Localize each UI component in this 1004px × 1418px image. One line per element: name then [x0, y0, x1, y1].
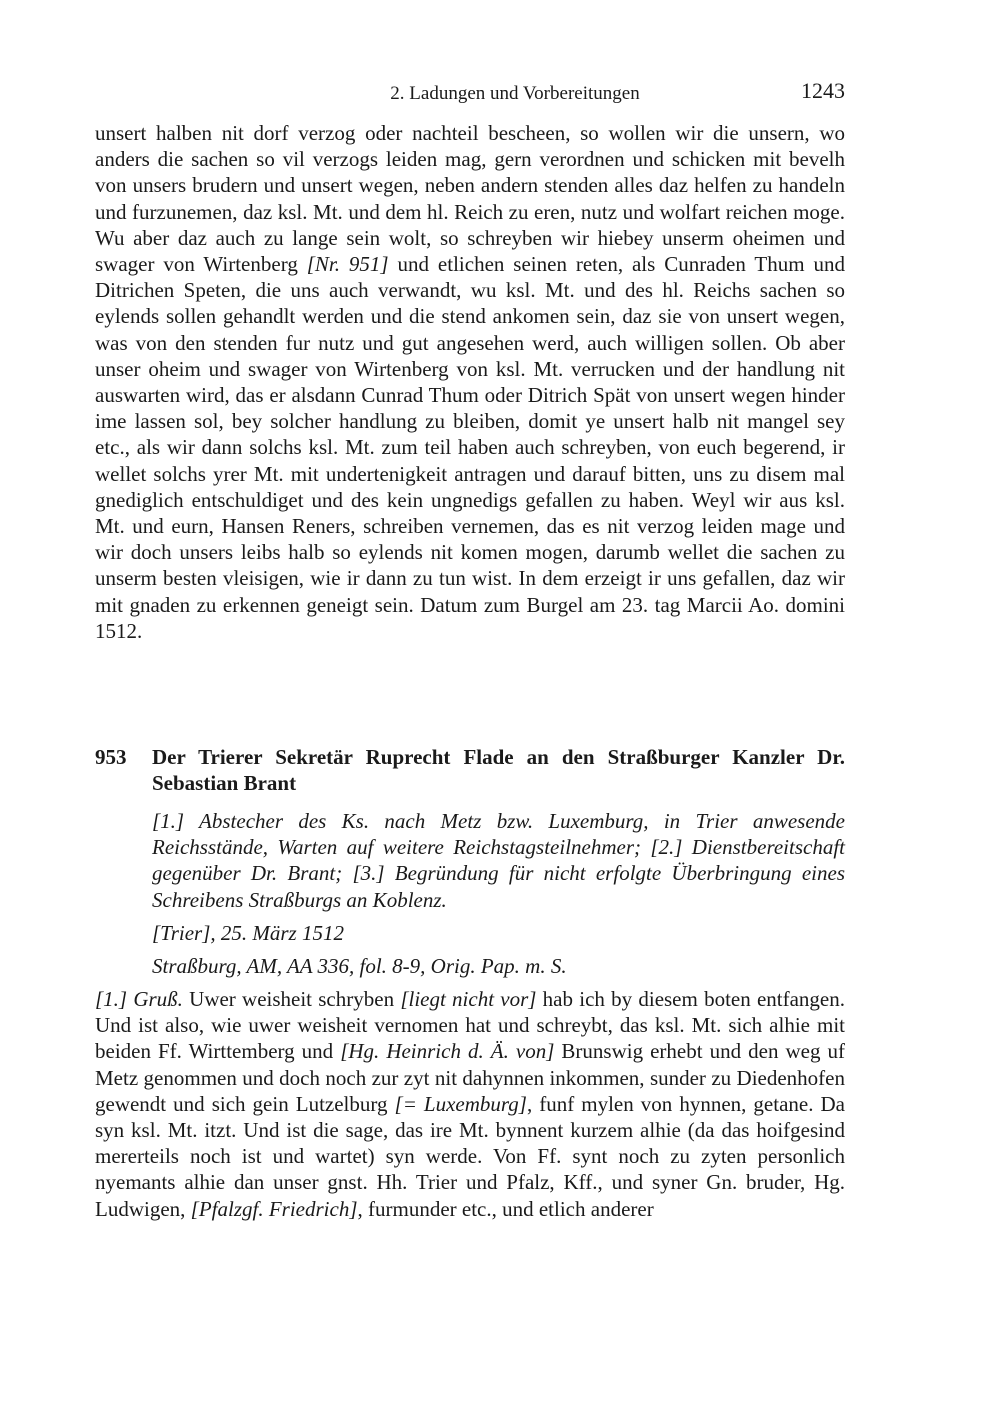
letter-text	[95, 986, 845, 1222]
section-marker: [1.] Gruß.	[95, 987, 183, 1011]
editorial-note: [liegt nicht vor]	[400, 987, 537, 1011]
document-title: Der Trierer Sekretär Ruprecht Flade an den Straßburger Kanzler Dr. Sebastian Brant	[152, 745, 845, 796]
document-source: Straßburg, AM, AA 336, fol. 8-9, Orig. Pap. m. S.	[152, 954, 567, 978]
letter-segment: , funf mylen von hynnen, getane. Da syn ksl. Mt. itzt. Und ist die sage, das ire Mt. bynnent kurzem alhie (da das hoifgesind mererteils noch ist und wartet) syn werde. Von Ff. synt noch zu zyten personlich nyemants alhie dan unser gnst. Hh. Trier und Pfalz, Kff., und syner Gn. bruder, Hg. Ludwigen,	[95, 1091, 845, 1221]
document-regest	[152, 808, 845, 913]
page-number: 1243	[801, 78, 845, 103]
document-number: 953	[95, 745, 127, 769]
letter-text-b: und etlichen seinen reten, als Cunraden Thum und Ditrichen Speten, die uns auch verwandt, wu ksl. Mt. und des hl. Reichs sachen so eylends sollen gehandlt werden und die stend ankomen sein, daz sie von unsert wegen, was von den stenden fur nutz und gut angesehen werd, auch willigen sollen. Ob aber unser oheim und swager von Wirtenberg von ksl. Mt. verrucken und der handlung nit auswarten wird, das er alsdann Cunrad Thum oder Ditrich Spät von unsert wegen hinder ime lassen sol, bey solcher handlung zu bleiben, domit ye unsert halb nit mangel sey etc., als wir dann solchs ksl. Mt. zum teil haben auch schreyben, von euch begerend, ir wellet solchs yrer Mt. mit undertenigkeit antragen und darauf bitten, uns zu disem mal gnediglich entschuldiget und des kein ungnedigs gefallen zu haben. Weyl wir aus ksl. Mt. und eurn, Hansen Reners, schreiben vernemen, das es nit verzog leiden mage und wir doch unsers leibs halb so eylends nit komen mogen, darumb wellet die sachen zu unserm besten vleisigen, wie ir dann zu tun wist. In dem erzeigt ir uns gefallen, daz wir mit gnaden zu erkennen geneigt sein. Datum zum Burgel am 23. tag Marcii Ao. domini 1512.	[95, 252, 845, 643]
document-heading	[95, 744, 845, 796]
letter-text-a: unsert halben nit dorf verzog oder nachteil bescheen, so wollen wir die unsern, wo anders die sachen so vil verzogs leiden mag, gern verordnen und schicken mit bevelh von unsers brudern und unsert wegen, neben andern stenden alles daz helfen zu handeln und furzunemen, daz ksl. Mt. und dem hl. Reich zu eren, nutz und wolfart reichen moge. Wu aber daz auch zu lange sein wolt, so schreyben wir hiebey unserm oheimen und swager von Wirtenberg	[95, 121, 845, 277]
editorial-note: [= Luxemburg]	[394, 1091, 527, 1116]
letter-segment: , furmunder etc., und etlich anderer	[357, 1196, 654, 1221]
editorial-note: [Hg. Heinrich d. Ä. von]	[340, 1039, 555, 1064]
regest-text: [1.] Abstecher des Ks. nach Metz bzw. Luxemburg, in Trier anwesende Reichsstände, Warten auf weitere Reichstagsteilnehmer; [2.] Dienstbereitschaft gegenüber Dr. Brant; [3.] Begründung für nicht erfolgte Überbringung eines Schreibens Straßburgs an Koblenz.	[152, 809, 845, 912]
letter-segment: Uwer weisheit schryben	[182, 987, 401, 1011]
continued-letter-paragraph	[95, 120, 845, 644]
cross-reference: [Nr. 951]	[306, 252, 389, 277]
running-head: 2. Ladungen und Vorbereitungen	[390, 83, 640, 104]
letter-segment: hab ich by diesem boten entfangen. Und ist also, wie uwer weisheit vernomen hat und schreybt, das ksl. Mt. sich alhie mit beiden Ff. Wirttemberg und	[95, 987, 846, 1064]
editorial-note: [Pfalzgf. Friedrich]	[190, 1196, 358, 1221]
page-header	[95, 78, 845, 108]
letter-segment: Brunswig erhebt und den weg uf Metz genommen und doch noch zur zyt nit dahynnen inkommen, sunder zu Diedenhofen gewendt und sich gein Lutzelburg	[95, 1039, 845, 1116]
document-dateline: [Trier], 25. März 1512	[152, 921, 344, 945]
continued-letter-text	[95, 120, 845, 644]
